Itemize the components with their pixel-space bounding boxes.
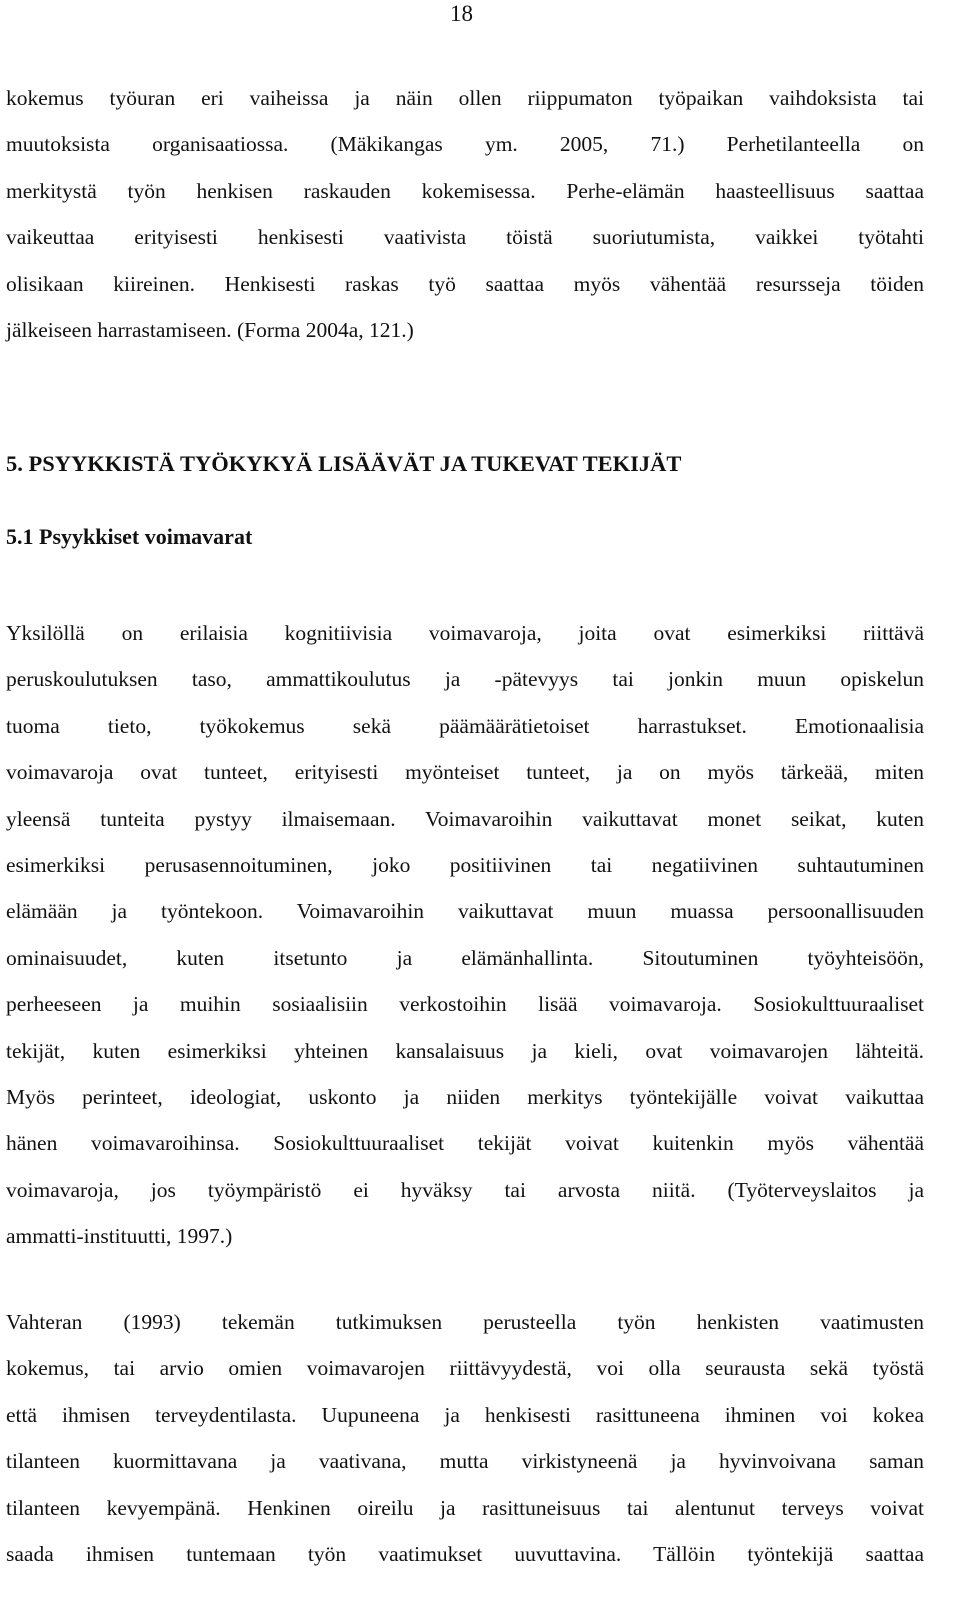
- text-line: jälkeiseen harrastamiseen. (Forma 2004a, 121.): [6, 317, 414, 342]
- text-line: kokemus työuran eri vaiheissa ja näin ollen riippumaton työpaikan vaihdoksista tai: [6, 86, 924, 110]
- text-line: Myös perinteet, ideologiat, uskonto ja niiden merkitys työntekijälle voivat vaikuttaa: [6, 1084, 924, 1109]
- text-line: yleensä tunteita pystyy ilmaisemaan. Voimavaroihin vaikuttavat monet seikat, kuten: [6, 806, 924, 831]
- text-line: saada ihmisen tuntemaan työn vaatimukset uuvuttavina. Tällöin työntekijä saattaa: [6, 1541, 924, 1566]
- text-line: tilanteen kuormittavana ja vaativana, mutta virkistyneenä ja hyvinvoivana saman: [6, 1449, 924, 1474]
- text-line: muutoksista organisaatiossa. (Mäkikangas ym. 2005, 71.) Perhetilanteella on: [6, 132, 924, 157]
- text-line: perheeseen ja muihin sosiaalisiin verkostoihin lisää voimavaroja. Sosiokulttuuraaliset: [6, 992, 924, 1017]
- text-line: tekijät, kuten esimerkiksi yhteinen kansalaisuus ja kieli, ovat voimavarojen lähteitä.: [6, 1038, 924, 1063]
- text-line: hänen voimavaroihinsa. Sosiokulttuuraaliset tekijät voivat kuitenkin myös vähentää: [6, 1131, 924, 1156]
- text-line: kokemus, tai arvio omien voimavarojen riittävyydestä, voi olla seurausta sekä työstä: [6, 1356, 924, 1381]
- text-line: vaikeuttaa erityisesti henkisesti vaativista töistä suoriutumista, vaikkei työtahti: [6, 225, 924, 250]
- page-number: 18: [450, 1, 473, 26]
- text-line: Vahteran (1993) tekemän tutkimuksen perusteella työn henkisten vaatimusten: [6, 1310, 924, 1334]
- text-line: ominaisuudet, kuten itsetunto ja elämänhallinta. Sitoutuminen työyhteisöön,: [6, 945, 924, 970]
- text-line: ammatti-instituutti, 1997.): [6, 1224, 233, 1249]
- text-line: olisikaan kiireinen. Henkisesti raskas työ saattaa myös vähentää resursseja töiden: [6, 271, 924, 296]
- text-line: merkitystä työn henkisen raskauden kokemisessa. Perhe-elämän haasteellisuus saattaa: [6, 178, 924, 203]
- chapter-heading: 5. PSYYKKISTÄ TYÖKYKYÄ LISÄÄVÄT JA TUKEVAT TEKIJÄT: [6, 451, 682, 476]
- paragraph-2: [6, 610, 924, 1259]
- section-heading: 5.1 Psyykkiset voimavarat: [6, 524, 253, 549]
- text-line: voimavaroja, jos työympäristö ei hyväksy tai arvosta niitä. (Työterveyslaitos ja: [6, 1177, 924, 1202]
- text-line: peruskoulutuksen taso, ammattikoulutus ja -pätevyys tai jonkin muun opiskelun: [6, 667, 924, 692]
- text-line: tuoma tieto, työkokemus sekä päämäärätietoiset harrastukset. Emotionaalisia: [6, 713, 924, 738]
- paragraph-1: [6, 75, 924, 353]
- paragraph-3: [6, 1299, 924, 1577]
- text-line: esimerkiksi perusasennoituminen, joko positiivinen tai negatiivinen suhtautuminen: [6, 852, 924, 877]
- text-line: elämään ja työntekoon. Voimavaroihin vaikuttavat muun muassa persoonallisuuden: [6, 899, 924, 924]
- text-line: että ihmisen terveydentilasta. Uupuneena ja henkisesti rasittuneena ihminen voi kokea: [6, 1402, 924, 1427]
- text-line: Yksilöllä on erilaisia kognitiivisia voimavaroja, joita ovat esimerkiksi riittävä: [6, 621, 924, 645]
- text-line: voimavaroja ovat tunteet, erityisesti myönteiset tunteet, ja on myös tärkeää, miten: [6, 760, 924, 785]
- text-line: tilanteen kevyempänä. Henkinen oireilu ja rasittuneisuus tai alentunut terveys voivat: [6, 1495, 924, 1520]
